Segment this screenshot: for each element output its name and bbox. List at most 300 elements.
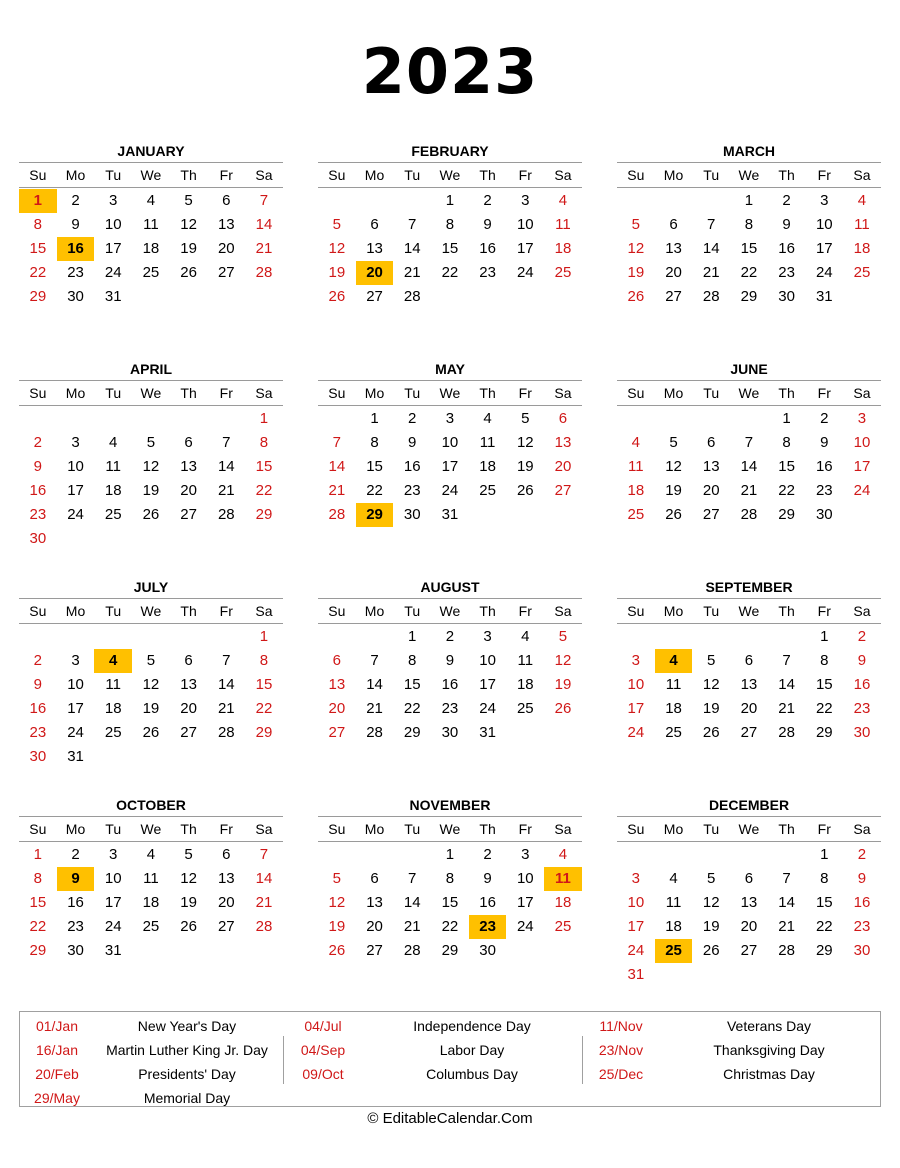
week-row <box>19 697 283 721</box>
day-cell: 30 <box>67 942 84 959</box>
day-cell: 28 <box>702 288 720 305</box>
day-cell: 21 <box>778 700 795 717</box>
day-cell: 25 <box>142 918 160 935</box>
day-cell: 5 <box>669 434 678 451</box>
day-cell: 15 <box>366 458 383 475</box>
day-cell: 13 <box>180 458 197 475</box>
weekday-label: Tu <box>105 603 122 619</box>
weekday-label: Sa <box>255 603 273 619</box>
weekday-label: Sa <box>554 821 572 837</box>
month-name: FEBRUARY <box>318 140 582 163</box>
day-cell: 25 <box>104 724 122 741</box>
day-cell: 28 <box>366 724 383 741</box>
week-row <box>617 697 881 721</box>
day-cell: 31 <box>627 966 645 983</box>
week-row <box>318 697 582 721</box>
day-cell: 4 <box>483 410 492 427</box>
day-cell: 27 <box>217 264 235 281</box>
day-cell: 21 <box>255 894 273 911</box>
holiday-entry <box>583 1014 879 1038</box>
week-row <box>318 939 582 963</box>
day-cell: 31 <box>104 942 122 959</box>
holiday-date: 20/Feb <box>35 1066 79 1082</box>
weekday-label: Fr <box>518 167 532 183</box>
weekday-label: Fr <box>219 821 233 837</box>
week-row <box>617 867 881 891</box>
weekday-label: Mo <box>663 167 684 183</box>
week-row <box>318 431 582 455</box>
day-cell: 12 <box>142 676 160 693</box>
day-cell: 7 <box>222 434 231 451</box>
week-row <box>617 407 881 431</box>
day-cell: 7 <box>707 216 716 233</box>
holiday-date: 09/Oct <box>302 1066 344 1082</box>
holiday-entry <box>20 1086 280 1110</box>
day-cell: 7 <box>370 652 379 669</box>
day-cell: 19 <box>702 700 720 717</box>
day-cell: 7 <box>332 434 342 451</box>
day-cell: 15 <box>815 676 833 693</box>
day-cell: 11 <box>143 216 159 233</box>
day-cell: 19 <box>665 482 682 499</box>
empty-day-cell <box>318 843 356 867</box>
day-cell: 17 <box>104 240 122 257</box>
week-row <box>318 625 582 649</box>
month-april <box>19 358 283 551</box>
empty-day-cell <box>94 745 132 769</box>
day-cell: 6 <box>222 846 231 863</box>
empty-day-cell <box>318 189 356 213</box>
week-row <box>617 285 881 309</box>
day-cell: 18 <box>665 700 682 717</box>
day-cell: 5 <box>332 870 342 887</box>
empty-day-cell <box>19 407 57 431</box>
day-cell: 5 <box>184 846 193 863</box>
day-cell: 29 <box>255 506 273 523</box>
week-row <box>318 843 582 867</box>
legend-separator <box>283 1036 284 1084</box>
day-cell: 26 <box>142 724 160 741</box>
day-cell: 12 <box>142 458 160 475</box>
day-cell: 20 <box>702 482 720 499</box>
day-cell: 9 <box>857 870 867 887</box>
day-cell: 9 <box>445 652 455 669</box>
day-cell: 18 <box>665 918 682 935</box>
empty-day-cell <box>617 407 655 431</box>
day-cell: 3 <box>857 410 867 427</box>
day-cell: 29 <box>403 724 421 741</box>
day-cell: 5 <box>146 434 156 451</box>
day-cell: 13 <box>328 676 346 693</box>
weekday-label: We <box>439 167 461 183</box>
weekday-label: Sa <box>853 167 871 183</box>
day-cell: 3 <box>820 192 829 209</box>
day-cell: 8 <box>259 652 269 669</box>
day-cell: 18 <box>104 700 122 717</box>
day-cell: 21 <box>217 700 235 717</box>
weekday-header <box>19 163 283 188</box>
day-cell: 20 <box>740 918 758 935</box>
day-cell: 25 <box>104 506 122 523</box>
day-cell: 10 <box>104 216 122 233</box>
empty-day-cell <box>207 745 245 769</box>
weekday-label: Tu <box>404 821 421 837</box>
week-row <box>318 237 582 261</box>
holiday-entry <box>20 1062 280 1086</box>
day-cell: 2 <box>483 192 492 209</box>
holiday-entry <box>20 1038 280 1062</box>
day-cell: 10 <box>104 870 122 887</box>
day-cell: 16 <box>479 894 496 911</box>
weekday-header <box>19 817 283 842</box>
weekday-header <box>318 381 582 406</box>
week-row <box>19 261 283 285</box>
day-cell: 3 <box>71 434 80 451</box>
empty-day-cell <box>57 527 95 551</box>
day-cell: 21 <box>217 482 235 499</box>
day-cell: 2 <box>71 846 80 863</box>
weekday-label: Fr <box>518 603 532 619</box>
day-cell: 13 <box>217 870 235 887</box>
day-cell: 17 <box>67 700 84 717</box>
day-cell: 21 <box>778 918 795 935</box>
month-name: OCTOBER <box>19 794 283 817</box>
day-cell: 21 <box>702 264 720 281</box>
weekday-label: Tu <box>404 603 421 619</box>
holiday-entry <box>583 1038 879 1062</box>
weekday-label: Mo <box>65 821 86 837</box>
day-cell: 28 <box>778 724 795 741</box>
day-cell: 14 <box>403 240 421 257</box>
empty-day-cell <box>132 527 170 551</box>
day-cell: 30 <box>29 748 47 765</box>
day-cell: 7 <box>259 846 269 863</box>
day-cell: 3 <box>109 192 118 209</box>
empty-day-cell <box>730 963 768 987</box>
holiday-name: Labor Day <box>439 1042 505 1058</box>
month-name: JUNE <box>617 358 881 381</box>
week-row <box>19 189 283 213</box>
empty-day-cell <box>730 843 768 867</box>
day-cell: 29 <box>778 506 795 523</box>
day-cell: 24 <box>104 264 122 281</box>
day-cell: 17 <box>441 458 459 475</box>
empty-day-cell <box>94 625 132 649</box>
month-name: MAY <box>318 358 582 381</box>
day-cell: 2 <box>33 652 43 669</box>
day-cell: 26 <box>516 482 534 499</box>
day-cell: 10 <box>627 894 645 911</box>
day-cell: 7 <box>259 192 269 209</box>
day-cell: 21 <box>255 240 273 257</box>
empty-day-cell <box>207 625 245 649</box>
day-cell: 14 <box>328 458 346 475</box>
day-cell: 9 <box>483 216 492 233</box>
weekday-label: Mo <box>364 603 385 619</box>
empty-day-cell <box>692 625 730 649</box>
weekday-label: Fr <box>817 603 831 619</box>
day-cell: 26 <box>665 506 682 523</box>
weekday-label: Tu <box>404 385 421 401</box>
day-cell: 14 <box>778 676 795 693</box>
weekday-label: Fr <box>817 167 831 183</box>
day-cell: 6 <box>332 652 342 669</box>
day-cell: 5 <box>521 410 530 427</box>
week-row <box>19 431 283 455</box>
weekday-label: Fr <box>219 603 233 619</box>
weekday-header <box>19 381 283 406</box>
day-cell: 8 <box>820 870 829 887</box>
weekday-label: Fr <box>219 385 233 401</box>
weekday-label: Fr <box>518 385 532 401</box>
week-row <box>617 503 881 527</box>
day-cell: 15 <box>255 676 273 693</box>
day-cell: 1 <box>445 846 455 863</box>
day-cell: 16 <box>67 894 84 911</box>
empty-day-cell <box>506 503 544 527</box>
holiday-date: 01/Jan <box>35 1018 79 1034</box>
day-cell: 6 <box>222 192 231 209</box>
day-cell: 23 <box>479 264 496 281</box>
day-cell: 3 <box>521 846 530 863</box>
day-cell: 25 <box>853 264 871 281</box>
holiday-name: Thanksgiving Day <box>713 1042 825 1058</box>
day-cell: 6 <box>184 652 193 669</box>
day-cell: 22 <box>403 700 421 717</box>
day-cell: 14 <box>217 676 235 693</box>
empty-day-cell <box>544 285 582 309</box>
day-cell: 11 <box>555 216 571 233</box>
day-cell: 1 <box>259 628 269 645</box>
month-name: AUGUST <box>318 576 582 599</box>
weekday-label: Su <box>29 603 47 619</box>
day-cell: 5 <box>558 628 568 645</box>
day-cell: 15 <box>441 240 459 257</box>
day-cell: 10 <box>853 434 871 451</box>
day-cell: 27 <box>702 506 720 523</box>
day-cell: 18 <box>554 240 572 257</box>
weekday-label: Su <box>328 821 346 837</box>
day-cell: 8 <box>33 216 43 233</box>
weekday-header <box>617 381 881 406</box>
month-july <box>19 576 283 769</box>
holiday-name: Independence Day <box>413 1018 531 1034</box>
day-cell: 8 <box>259 434 269 451</box>
empty-day-cell <box>170 745 208 769</box>
day-cell: 26 <box>180 264 197 281</box>
day-cell: 20 <box>180 700 197 717</box>
week-row <box>318 915 582 939</box>
day-cell: 10 <box>815 216 833 233</box>
day-cell: 18 <box>627 482 645 499</box>
month-december <box>617 794 881 987</box>
day-cell: 6 <box>707 434 716 451</box>
weekday-label: Th <box>180 385 197 401</box>
weekday-label: Su <box>627 167 645 183</box>
weekday-label: Mo <box>364 385 385 401</box>
day-cell: 18 <box>142 894 160 911</box>
weekday-label: Su <box>328 167 346 183</box>
week-row <box>19 649 283 673</box>
holiday-day-cell: 23 <box>469 915 507 939</box>
empty-day-cell <box>655 843 693 867</box>
week-row <box>617 721 881 745</box>
empty-day-cell <box>356 625 394 649</box>
day-cell: 26 <box>702 942 720 959</box>
day-cell: 28 <box>328 506 346 523</box>
empty-day-cell <box>132 285 170 309</box>
day-cell: 27 <box>554 482 572 499</box>
day-cell: 7 <box>408 870 417 887</box>
holiday-entry <box>284 1038 582 1062</box>
day-cell: 2 <box>857 628 867 645</box>
weekday-label: Sa <box>554 167 572 183</box>
day-cell: 12 <box>627 240 645 257</box>
day-cell: 15 <box>29 894 47 911</box>
week-row <box>617 237 881 261</box>
day-cell: 12 <box>328 894 346 911</box>
day-cell: 4 <box>669 870 678 887</box>
day-cell: 3 <box>109 846 118 863</box>
day-cell: 27 <box>366 942 383 959</box>
weekday-label: Su <box>29 385 47 401</box>
day-cell: 5 <box>184 192 193 209</box>
weekday-label: Su <box>328 385 346 401</box>
day-cell: 14 <box>702 240 720 257</box>
day-cell: 19 <box>702 918 720 935</box>
empty-day-cell <box>730 625 768 649</box>
week-row <box>617 843 881 867</box>
day-cell: 13 <box>740 676 758 693</box>
day-cell: 24 <box>104 918 122 935</box>
weekday-label: Tu <box>105 385 122 401</box>
day-cell: 3 <box>445 410 455 427</box>
day-cell: 27 <box>180 724 197 741</box>
empty-day-cell <box>57 407 95 431</box>
day-cell: 30 <box>67 288 84 305</box>
day-cell: 31 <box>441 506 459 523</box>
weekday-label: Th <box>180 603 197 619</box>
day-cell: 13 <box>665 240 682 257</box>
day-cell: 8 <box>408 652 417 669</box>
day-cell: 4 <box>857 192 867 209</box>
weekday-label: We <box>140 821 162 837</box>
weekday-label: Mo <box>663 821 684 837</box>
week-row <box>19 867 283 891</box>
day-cell: 10 <box>67 676 84 693</box>
day-cell: 30 <box>815 506 833 523</box>
day-cell: 22 <box>441 918 459 935</box>
day-cell: 23 <box>441 700 459 717</box>
empty-day-cell <box>692 407 730 431</box>
day-cell: 24 <box>627 724 645 741</box>
day-cell: 11 <box>665 676 682 693</box>
day-cell: 2 <box>408 410 417 427</box>
day-cell: 17 <box>67 482 84 499</box>
day-cell: 24 <box>853 482 871 499</box>
empty-day-cell <box>655 407 693 431</box>
day-cell: 5 <box>332 216 342 233</box>
empty-day-cell <box>843 963 881 987</box>
year-title: 2023 <box>361 35 539 108</box>
day-cell: 2 <box>445 628 455 645</box>
day-cell: 19 <box>554 676 572 693</box>
legend-separator <box>582 1036 583 1084</box>
weekday-label: Fr <box>817 821 831 837</box>
day-cell: 11 <box>665 894 682 911</box>
day-cell: 29 <box>29 942 47 959</box>
weekday-label: Th <box>479 603 496 619</box>
weekday-label: Sa <box>853 821 871 837</box>
day-cell: 25 <box>554 918 572 935</box>
day-cell: 17 <box>516 894 534 911</box>
day-cell: 19 <box>328 264 346 281</box>
day-cell: 18 <box>142 240 160 257</box>
holiday-day-cell: 4 <box>655 649 693 673</box>
weekday-label: We <box>738 821 760 837</box>
day-cell: 14 <box>217 458 235 475</box>
day-cell: 21 <box>403 264 421 281</box>
day-cell: 26 <box>702 724 720 741</box>
day-cell: 12 <box>665 458 682 475</box>
holiday-entry <box>284 1062 582 1086</box>
holiday-day-cell: 4 <box>94 649 132 673</box>
day-cell: 1 <box>820 846 829 863</box>
day-cell: 28 <box>740 506 758 523</box>
empty-day-cell <box>843 285 881 309</box>
day-cell: 9 <box>782 216 791 233</box>
day-cell: 23 <box>853 918 871 935</box>
empty-day-cell <box>655 625 693 649</box>
weekday-label: Fr <box>817 385 831 401</box>
day-cell: 24 <box>441 482 459 499</box>
day-cell: 8 <box>370 434 379 451</box>
week-row <box>19 237 283 261</box>
weekday-label: Tu <box>703 167 720 183</box>
empty-day-cell <box>506 285 544 309</box>
day-cell: 7 <box>744 434 754 451</box>
day-cell: 2 <box>820 410 829 427</box>
day-cell: 10 <box>441 434 459 451</box>
day-cell: 20 <box>217 894 235 911</box>
empty-day-cell <box>245 527 283 551</box>
weekday-label: Th <box>778 821 795 837</box>
day-cell: 9 <box>71 216 80 233</box>
weekday-label: Th <box>778 603 795 619</box>
day-cell: 1 <box>370 410 379 427</box>
holiday-day-cell: 9 <box>57 867 95 891</box>
day-cell: 11 <box>854 216 870 233</box>
month-name: NOVEMBER <box>318 794 582 817</box>
week-row <box>617 649 881 673</box>
day-cell: 23 <box>853 700 871 717</box>
day-cell: 7 <box>782 652 791 669</box>
day-cell: 13 <box>740 894 758 911</box>
week-row <box>617 213 881 237</box>
week-row <box>318 261 582 285</box>
week-row <box>617 625 881 649</box>
week-row <box>19 721 283 745</box>
day-cell: 22 <box>815 700 833 717</box>
day-cell: 6 <box>184 434 193 451</box>
day-cell: 6 <box>370 216 379 233</box>
day-cell: 25 <box>142 264 160 281</box>
weekday-label: Fr <box>518 821 532 837</box>
week-row <box>19 527 283 551</box>
day-cell: 26 <box>180 918 197 935</box>
month-may <box>318 358 582 527</box>
day-cell: 1 <box>33 846 43 863</box>
